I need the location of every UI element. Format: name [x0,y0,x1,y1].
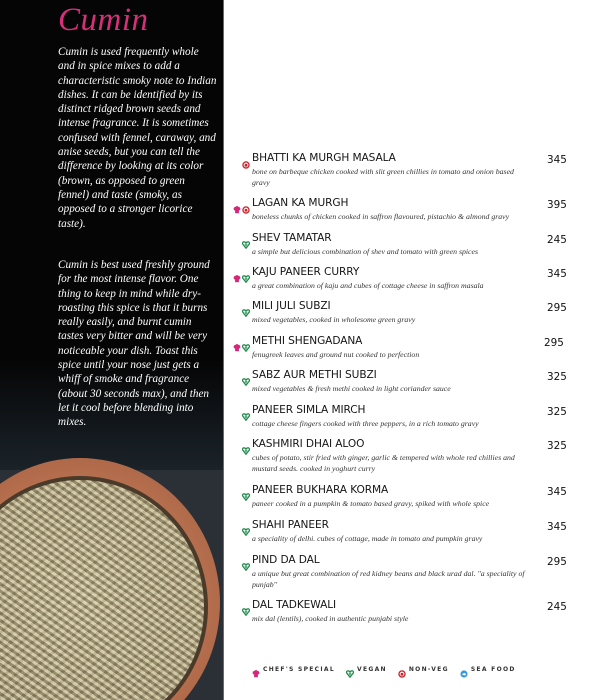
legend-chefs-special [252,665,335,673]
spice-title: Cumin [58,2,149,38]
item-name: KAJU PANEER CURRY [252,266,360,278]
vegan-icon [242,339,250,347]
item-name: BHATTI KA MURGH MASALA [252,152,396,164]
legend-label: VEGAN [357,665,387,673]
item-description: mixed vegetables & fresh methi cooked in light coriander sauce [252,384,451,393]
item-description: mix dal (lentils), cooked in authentic punjabi style [252,614,409,623]
item-name: PANEER SIMLA MIRCH [252,404,366,416]
item-name: SABZ AUR METHI SUBZI [252,369,377,381]
item-price: 295 [547,302,567,314]
item-price: 395 [547,199,567,211]
vegan-icon [242,304,250,312]
item-price: 295 [547,556,567,568]
item-description: fenugreek leaves and ground nut cooked to perfection [252,350,420,359]
legend-vegan [346,665,387,673]
item-description: a simple but delicious combination of shev and tomato with green spices [252,247,479,256]
chefs-special-icon [233,201,241,209]
item-price: 325 [547,371,567,383]
item-description: a great combination of kaju and cubes of cottage cheese in saffron masala [252,281,484,290]
item-name: KASHMIRI DHAI ALOO [252,438,365,450]
spice-description-1: Cumin is used frequently whole and in spice mixes to add a characteristic smoky note to Indian dishes. It can be identified by its distinct ridged brown seeds and intense fragrance. It is sometimes confused with fennel, caraway, and anise seeds, but you can tell the difference by looking at its color (brown, as opposed to green fennel) and taste (smoky, as opposed to a stronger licorice taste). [58,46,217,230]
vegan-icon [242,373,250,381]
item-description: a unique but great combination of red kidney beans and black urad dal. "a speciality of punjab" [252,569,525,589]
legend-label: CHEF'S SPECIAL [263,665,335,673]
legend-non-veg [398,665,449,673]
vegan-icon [242,523,250,531]
legend-label: SEA FOOD [470,665,516,673]
item-name: LAGAN KA MURGH [252,197,349,209]
spice-info-panel [0,0,224,700]
item-price: 245 [547,234,567,246]
item-price: 325 [547,440,567,452]
item-description: cubes of potato, stir fried with ginger, garlic & tempered with whole red chillies and mustard seeds. cooked in yoghurt curry [252,453,515,473]
item-name: MILI JULI SUBZI [252,300,331,312]
item-name: PANEER BUKHARA KORMA [252,484,389,496]
item-price: 325 [547,406,567,418]
vegan-icon [242,558,250,566]
chefs-special-icon [252,665,260,673]
sea-food-icon [460,665,468,673]
vegan-icon [242,236,250,244]
legend-label: NON-VEG [408,665,449,673]
item-name: SHAHI PANEER [252,519,329,531]
item-name: DAL TADKEWALI [252,599,337,611]
non-veg-icon [242,156,250,164]
vegan-icon [242,442,250,450]
item-name: METHI SHENGADANA [252,335,363,347]
dietary-legend [252,665,516,673]
chefs-special-icon [233,339,241,347]
item-name: SHEV TAMATAR [252,232,332,244]
non-veg-icon [398,665,406,673]
item-price: 345 [547,154,567,166]
item-price: 295 [544,337,564,349]
spice-description-2: Cumin is best used freshly ground for the most intense flavor. One thing to keep in mind while dry-roasting this spice is that it burns really easily, and burnt cumin tastes very bitter and will be very noticeable your dish. Toast this spice until your nose just gets a whiff of smoke and fragrance (about 30 seconds max), and then let it cool before blending into mixes. [58,259,210,429]
vegan-icon [242,488,250,496]
vegan-icon [242,408,250,416]
vegan-icon [242,603,250,611]
non-veg-icon [242,201,250,209]
item-description: mixed vegetables, cooked in wholesome green gravy [252,315,416,324]
legend-sea-food [460,665,516,673]
item-price: 245 [547,601,567,613]
vegan-icon [242,270,250,278]
item-price: 345 [547,521,567,533]
item-description: cottage cheese fingers cooked with three peppers, in a rich tomato gravy [252,419,479,428]
item-name: PIND DA DAL [252,554,320,566]
item-price: 345 [547,486,567,498]
item-price: 345 [547,268,567,280]
vegan-icon [346,665,354,673]
item-description: paneer cooked in a pumpkin & tomato based gravy, spiked with whole spice [252,499,490,508]
item-description: a speciality of delhi. cubes of cottage, made in tomato and pumpkin gravy [252,534,483,543]
chefs-special-icon [233,270,241,278]
item-description: bone on barbeque chicken cooked with slit green chillies in tomato and onion based gravy [252,167,514,187]
item-description: boneless chunks of chicken cooked in saffron flavoured, pistachio & almond gravy [252,212,510,221]
